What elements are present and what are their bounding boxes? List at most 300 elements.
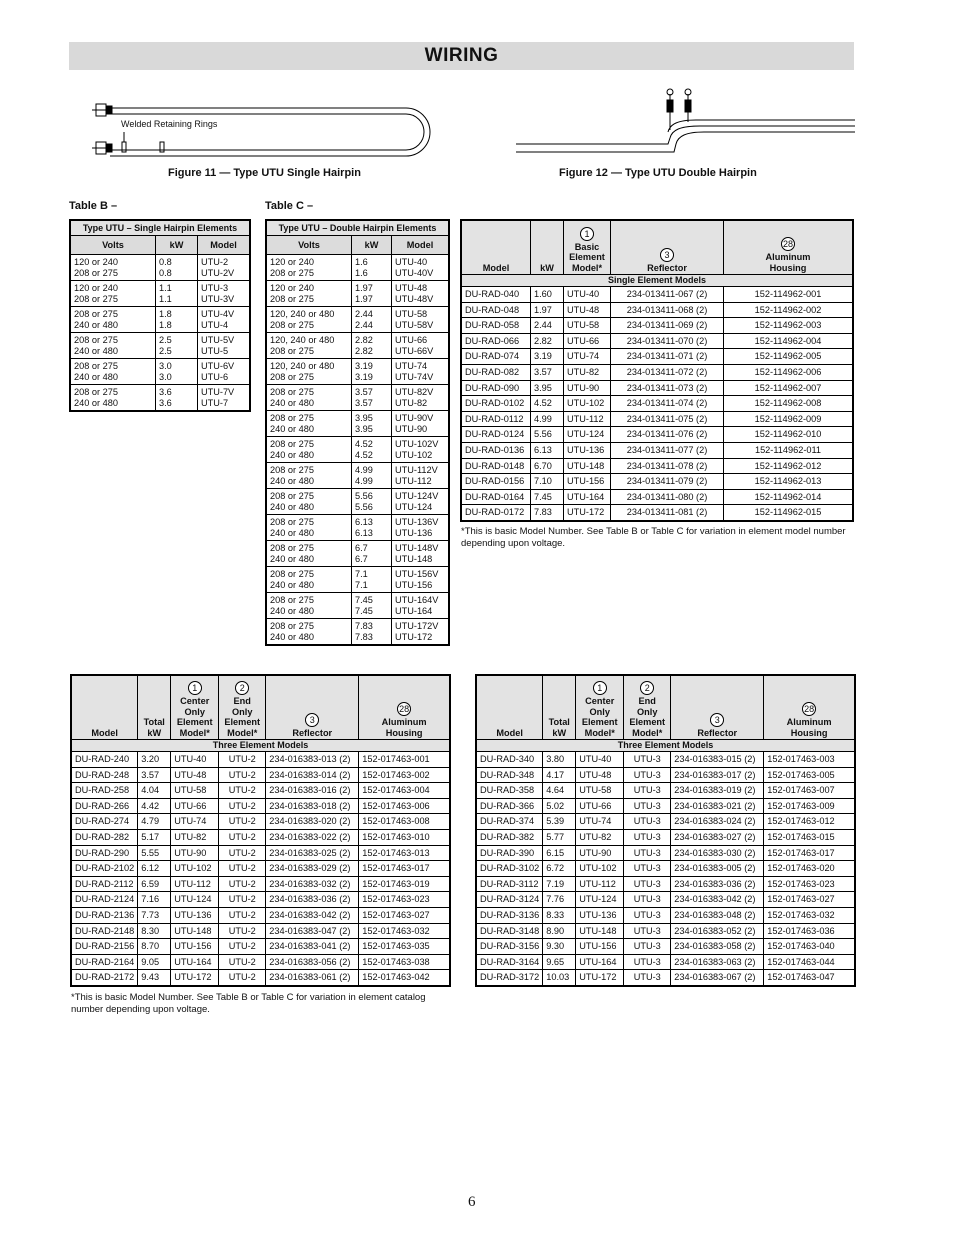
kw-cell: 6.72 bbox=[543, 861, 576, 877]
housing-cell: 152-017463-035 bbox=[359, 939, 450, 955]
kw-cell: 4.64 bbox=[543, 783, 576, 799]
end-element-cell: UTU-3 bbox=[624, 892, 671, 908]
model-cell: DU-RAD-258 bbox=[71, 783, 138, 799]
three-table-note: *This is basic Model Number. See Table B or Table C for variation in element catalog number depending upon voltage. bbox=[71, 992, 426, 1015]
kw-cell: 8.30 bbox=[138, 923, 171, 939]
model-cell: DU-RAD-2172 bbox=[71, 970, 138, 986]
kw-cell: 7.76 bbox=[543, 892, 576, 908]
housing-cell: 152-017463-012 bbox=[764, 814, 855, 830]
element-cell: UTU-58 bbox=[564, 318, 611, 334]
kw-cell bbox=[352, 281, 392, 307]
figure-11-caption: Figure 11 — Type UTU Single Hairpin bbox=[168, 167, 361, 179]
model-cell: DU-RAD-0172 bbox=[461, 505, 531, 521]
single-header-housing-line1: Aluminum bbox=[765, 252, 811, 262]
model-value: UTU-74 bbox=[395, 361, 428, 371]
single-header-reflector-label: Reflector bbox=[647, 262, 687, 273]
end-element-cell: UTU-3 bbox=[624, 907, 671, 923]
end-element-cell: UTU-2 bbox=[219, 970, 266, 986]
center-element-cell: UTU-74 bbox=[576, 814, 624, 830]
center-element-cell: UTU-82 bbox=[576, 829, 624, 845]
table-row bbox=[476, 861, 855, 877]
kw-cell bbox=[352, 255, 392, 281]
center-element-cell: UTU-90 bbox=[171, 845, 219, 861]
table-row bbox=[461, 333, 853, 349]
three-left-header-end-l2: Only bbox=[232, 706, 253, 717]
model-cell: DU-RAD-3112 bbox=[476, 876, 543, 892]
center-element-cell: UTU-164 bbox=[576, 954, 624, 970]
kw-cell: 7.10 bbox=[531, 474, 564, 490]
end-element-cell: UTU-2 bbox=[219, 892, 266, 908]
model-cell: DU-RAD-0164 bbox=[461, 489, 531, 505]
single-header-basic-line3: Model* bbox=[571, 262, 603, 273]
table-b-header-kw: kW bbox=[156, 236, 198, 255]
reflector-cell: 234-016383-022 (2) bbox=[266, 829, 359, 845]
volts-value: 208 or 275 bbox=[270, 293, 314, 304]
kw-value: 6.7 bbox=[355, 553, 368, 564]
three-left-section-label: Three Element Models bbox=[71, 740, 450, 752]
volts-value: 120 or 240 bbox=[270, 257, 314, 267]
housing-cell: 152-114962-010 bbox=[724, 427, 854, 443]
three-right-header-end-l1: End bbox=[638, 696, 656, 706]
reflector-cell: 234-016383-047 (2) bbox=[266, 923, 359, 939]
model-cell: DU-RAD-3164 bbox=[476, 954, 543, 970]
kw-value: 1.97 bbox=[355, 293, 373, 304]
model-value: UTU-164V bbox=[395, 595, 439, 605]
volts-value: 208 or 275 bbox=[74, 387, 118, 397]
kw-value: 1.6 bbox=[355, 267, 368, 278]
model-cell: DU-RAD-340 bbox=[476, 752, 543, 768]
model-cell bbox=[198, 281, 251, 307]
table-row bbox=[266, 437, 449, 463]
housing-cell: 152-017463-015 bbox=[764, 829, 855, 845]
kw-cell bbox=[352, 385, 392, 411]
table-row bbox=[70, 385, 250, 412]
model-cell: DU-RAD-374 bbox=[476, 814, 543, 830]
three-left-header-model: Model bbox=[71, 675, 138, 740]
kw-cell: 3.20 bbox=[138, 752, 171, 768]
volts-value: 208 or 275 bbox=[270, 491, 314, 501]
kw-value: 2.82 bbox=[355, 335, 373, 345]
kw-cell: 9.43 bbox=[138, 970, 171, 986]
reflector-cell: 234-016383-030 (2) bbox=[671, 845, 764, 861]
table-row bbox=[476, 892, 855, 908]
model-value: UTU-4 bbox=[201, 319, 229, 330]
center-element-cell: UTU-102 bbox=[171, 861, 219, 877]
table-row bbox=[70, 307, 250, 333]
model-cell: DU-RAD-040 bbox=[461, 287, 531, 303]
kw-cell: 3.57 bbox=[138, 767, 171, 783]
reflector-cell: 234-016383-048 (2) bbox=[671, 907, 764, 923]
reflector-cell: 234-016383-025 (2) bbox=[266, 845, 359, 861]
table-row bbox=[266, 307, 449, 333]
model-cell: DU-RAD-058 bbox=[461, 318, 531, 334]
model-cell: DU-RAD-282 bbox=[71, 829, 138, 845]
model-value: UTU-102V bbox=[395, 439, 439, 449]
three-right-header-kw-line1: Total bbox=[548, 717, 570, 727]
reflector-cell: 234-016383-018 (2) bbox=[266, 798, 359, 814]
kw-cell bbox=[352, 437, 392, 463]
volts-cell bbox=[266, 359, 352, 385]
table-row bbox=[71, 752, 450, 768]
kw-value: 4.52 bbox=[355, 449, 373, 460]
table-row bbox=[71, 861, 450, 877]
table-row bbox=[71, 767, 450, 783]
table-row bbox=[266, 541, 449, 567]
table-row bbox=[476, 923, 855, 939]
volts-cell bbox=[70, 359, 156, 385]
reflector-cell: 234-016383-036 (2) bbox=[671, 876, 764, 892]
end-element-cell: UTU-3 bbox=[624, 783, 671, 799]
table-row bbox=[476, 752, 855, 768]
reflector-cell: 234-016383-056 (2) bbox=[266, 954, 359, 970]
kw-value: 3.95 bbox=[355, 413, 373, 423]
three-right-header-center-l3: Element bbox=[581, 717, 618, 727]
model-value: UTU-148 bbox=[395, 553, 433, 564]
model-cell: DU-RAD-048 bbox=[461, 302, 531, 318]
kw-value: 3.19 bbox=[355, 371, 373, 382]
housing-cell: 152-017463-004 bbox=[359, 783, 450, 799]
center-element-cell: UTU-148 bbox=[576, 923, 624, 939]
model-value: UTU-5 bbox=[201, 345, 229, 356]
end-element-cell: UTU-2 bbox=[219, 814, 266, 830]
volts-cell bbox=[70, 307, 156, 333]
center-element-cell: UTU-164 bbox=[171, 954, 219, 970]
kw-cell: 8.33 bbox=[543, 907, 576, 923]
model-cell: DU-RAD-0156 bbox=[461, 474, 531, 490]
model-cell bbox=[392, 619, 450, 646]
three-right-header-center bbox=[576, 675, 624, 740]
end-element-cell: UTU-3 bbox=[624, 752, 671, 768]
kw-value: 2.44 bbox=[355, 309, 373, 319]
volts-cell bbox=[266, 515, 352, 541]
reflector-cell: 234-016383-016 (2) bbox=[266, 783, 359, 799]
volts-value: 208 or 275 bbox=[270, 387, 314, 397]
three-right-header-model: Model bbox=[476, 675, 543, 740]
element-cell: UTU-40 bbox=[564, 287, 611, 303]
volts-value: 240 or 480 bbox=[270, 605, 314, 616]
model-cell: DU-RAD-366 bbox=[476, 798, 543, 814]
three-element-table-right bbox=[475, 674, 856, 987]
table-row bbox=[71, 954, 450, 970]
three-right-header-center-l2: Only bbox=[589, 706, 610, 717]
single-header-basic-line1: Basic bbox=[574, 241, 600, 252]
reflector-cell: 234-013411-078 (2) bbox=[611, 458, 724, 474]
table-row bbox=[476, 954, 855, 970]
volts-cell bbox=[70, 333, 156, 359]
volts-cell bbox=[70, 255, 156, 281]
table-c-title: Type UTU – Double Hairpin Elements bbox=[266, 220, 449, 236]
kw-value: 1.8 bbox=[159, 319, 172, 330]
kw-value: 1.1 bbox=[159, 293, 172, 304]
kw-value: 4.99 bbox=[355, 465, 373, 475]
model-value: UTU-6 bbox=[201, 371, 229, 382]
reflector-cell: 234-016383-014 (2) bbox=[266, 767, 359, 783]
three-left-header-kw-line1: Total bbox=[143, 717, 165, 727]
center-element-cell: UTU-82 bbox=[171, 829, 219, 845]
model-cell: DU-RAD-2148 bbox=[71, 923, 138, 939]
model-value: UTU-74V bbox=[395, 371, 434, 382]
center-element-cell: UTU-58 bbox=[576, 783, 624, 799]
model-cell: DU-RAD-266 bbox=[71, 798, 138, 814]
reflector-cell: 234-016383-027 (2) bbox=[671, 829, 764, 845]
volts-cell bbox=[266, 333, 352, 359]
housing-cell: 152-017463-008 bbox=[359, 814, 450, 830]
table-row bbox=[266, 489, 449, 515]
model-value: UTU-124 bbox=[395, 501, 433, 512]
end-element-cell: UTU-2 bbox=[219, 767, 266, 783]
center-element-cell: UTU-102 bbox=[576, 861, 624, 877]
kw-cell bbox=[156, 255, 198, 281]
center-element-cell: UTU-124 bbox=[576, 892, 624, 908]
model-cell: DU-RAD-3148 bbox=[476, 923, 543, 939]
model-cell: DU-RAD-082 bbox=[461, 364, 531, 380]
reflector-cell: 234-013411-081 (2) bbox=[611, 505, 724, 521]
volts-value: 208 or 275 bbox=[74, 335, 118, 345]
reflector-cell: 234-013411-072 (2) bbox=[611, 364, 724, 380]
model-cell: DU-RAD-0102 bbox=[461, 396, 531, 412]
center-element-cell: UTU-112 bbox=[576, 876, 624, 892]
housing-cell: 152-114962-011 bbox=[724, 442, 854, 458]
kw-value: 3.6 bbox=[159, 397, 172, 408]
center-element-cell: UTU-172 bbox=[171, 970, 219, 986]
three-left-header-housing-l2: Housing bbox=[385, 727, 423, 738]
table-c-header-volts: Volts bbox=[266, 236, 352, 255]
center-element-cell: UTU-48 bbox=[576, 767, 624, 783]
element-cell: UTU-156 bbox=[564, 474, 611, 490]
figure-12-double-hairpin-drawing bbox=[510, 86, 855, 154]
kw-cell: 5.77 bbox=[543, 829, 576, 845]
volts-cell bbox=[266, 411, 352, 437]
kw-cell: 7.19 bbox=[543, 876, 576, 892]
kw-value: 7.1 bbox=[355, 569, 368, 579]
callout-3: 3 bbox=[660, 248, 674, 262]
volts-value: 208 or 275 bbox=[270, 371, 314, 382]
table-row bbox=[476, 767, 855, 783]
volts-value: 240 or 480 bbox=[270, 475, 314, 486]
housing-cell: 152-114962-009 bbox=[724, 411, 854, 427]
three-left-header-center bbox=[171, 675, 219, 740]
volts-value: 208 or 275 bbox=[74, 267, 118, 278]
kw-value: 4.99 bbox=[355, 475, 373, 486]
kw-value: 3.95 bbox=[355, 423, 373, 434]
three-right-section-label: Three Element Models bbox=[476, 740, 855, 752]
kw-cell: 5.39 bbox=[543, 814, 576, 830]
center-element-cell: UTU-136 bbox=[171, 907, 219, 923]
three-right-header-kw bbox=[543, 675, 576, 740]
volts-value: 208 or 275 bbox=[74, 361, 118, 371]
model-value: UTU-58V bbox=[395, 319, 434, 330]
reflector-cell: 234-016383-067 (2) bbox=[671, 970, 764, 986]
kw-cell: 5.02 bbox=[543, 798, 576, 814]
center-element-cell: UTU-48 bbox=[171, 767, 219, 783]
table-row bbox=[266, 359, 449, 385]
model-cell: DU-RAD-248 bbox=[71, 767, 138, 783]
housing-cell: 152-017463-003 bbox=[764, 752, 855, 768]
callout-28: 28 bbox=[399, 704, 410, 714]
housing-cell: 152-017463-042 bbox=[359, 970, 450, 986]
table-row bbox=[266, 385, 449, 411]
volts-value: 240 or 480 bbox=[74, 345, 118, 356]
table-c-header-kw: kW bbox=[352, 236, 392, 255]
three-right-header-end bbox=[624, 675, 671, 740]
end-element-cell: UTU-2 bbox=[219, 783, 266, 799]
reflector-cell: 234-016383-005 (2) bbox=[671, 861, 764, 877]
model-cell: DU-RAD-3102 bbox=[476, 861, 543, 877]
element-cell: UTU-102 bbox=[564, 396, 611, 412]
center-element-cell: UTU-172 bbox=[576, 970, 624, 986]
table-row bbox=[461, 380, 853, 396]
table-row bbox=[476, 798, 855, 814]
model-value: UTU-2 bbox=[201, 257, 229, 267]
model-cell bbox=[392, 541, 450, 567]
housing-cell: 152-017463-032 bbox=[764, 907, 855, 923]
table-row bbox=[266, 333, 449, 359]
kw-cell bbox=[156, 385, 198, 412]
housing-cell: 152-017463-023 bbox=[359, 892, 450, 908]
center-element-cell: UTU-66 bbox=[576, 798, 624, 814]
housing-cell: 152-017463-017 bbox=[359, 861, 450, 877]
model-cell: DU-RAD-0136 bbox=[461, 442, 531, 458]
housing-cell: 152-017463-044 bbox=[764, 954, 855, 970]
single-header-reflector bbox=[611, 220, 724, 275]
housing-cell: 152-017463-020 bbox=[764, 861, 855, 877]
volts-cell bbox=[266, 593, 352, 619]
kw-value: 3.19 bbox=[355, 361, 373, 371]
table-row bbox=[476, 939, 855, 955]
volts-cell bbox=[70, 385, 156, 412]
model-cell: DU-RAD-358 bbox=[476, 783, 543, 799]
callout-3: 3 bbox=[305, 713, 319, 727]
table-row bbox=[70, 359, 250, 385]
callout-1: 1 bbox=[593, 681, 607, 695]
kw-value: 7.83 bbox=[355, 631, 373, 642]
element-cell: UTU-82 bbox=[564, 364, 611, 380]
end-element-cell: UTU-2 bbox=[219, 907, 266, 923]
model-cell bbox=[198, 385, 251, 412]
table-row bbox=[266, 411, 449, 437]
housing-cell: 152-114962-014 bbox=[724, 489, 854, 505]
kw-cell: 7.16 bbox=[138, 892, 171, 908]
kw-value: 3.0 bbox=[159, 361, 172, 371]
model-value: UTU-156V bbox=[395, 569, 439, 579]
model-value: UTU-66V bbox=[395, 345, 434, 356]
center-element-cell: UTU-90 bbox=[576, 845, 624, 861]
housing-cell: 152-114962-005 bbox=[724, 349, 854, 365]
table-row bbox=[476, 970, 855, 986]
volts-value: 208 or 275 bbox=[270, 413, 314, 423]
housing-cell: 152-017463-027 bbox=[359, 907, 450, 923]
model-cell bbox=[392, 489, 450, 515]
model-cell: DU-RAD-2156 bbox=[71, 939, 138, 955]
reflector-cell: 234-016383-042 (2) bbox=[671, 892, 764, 908]
kw-cell bbox=[352, 359, 392, 385]
kw-value: 6.7 bbox=[355, 543, 368, 553]
kw-cell: 4.52 bbox=[531, 396, 564, 412]
kw-cell: 6.59 bbox=[138, 876, 171, 892]
housing-cell: 152-017463-032 bbox=[359, 923, 450, 939]
end-element-cell: UTU-2 bbox=[219, 923, 266, 939]
kw-value: 3.57 bbox=[355, 397, 373, 408]
reflector-cell: 234-013411-079 (2) bbox=[611, 474, 724, 490]
element-cell: UTU-172 bbox=[564, 505, 611, 521]
table-row bbox=[266, 255, 449, 281]
three-right-header-housing-l2: Housing bbox=[790, 727, 828, 738]
end-element-cell: UTU-3 bbox=[624, 954, 671, 970]
kw-cell: 9.65 bbox=[543, 954, 576, 970]
kw-cell: 4.42 bbox=[138, 798, 171, 814]
table-row bbox=[461, 442, 853, 458]
model-value: UTU-148V bbox=[395, 543, 439, 553]
three-left-header-center-l3: Element bbox=[176, 717, 213, 727]
kw-value: 2.44 bbox=[355, 319, 373, 330]
kw-cell: 5.17 bbox=[138, 829, 171, 845]
reflector-cell: 234-013411-069 (2) bbox=[611, 318, 724, 334]
table-b-label: Table B – bbox=[69, 200, 118, 212]
kw-value: 0.8 bbox=[159, 267, 172, 278]
kw-cell: 10.03 bbox=[543, 970, 576, 986]
housing-cell: 152-114962-008 bbox=[724, 396, 854, 412]
volts-value: 240 or 480 bbox=[270, 423, 314, 434]
reflector-cell: 234-013411-074 (2) bbox=[611, 396, 724, 412]
kw-cell bbox=[156, 333, 198, 359]
reflector-cell: 234-016383-058 (2) bbox=[671, 939, 764, 955]
end-element-cell: UTU-3 bbox=[624, 798, 671, 814]
model-cell: DU-RAD-3124 bbox=[476, 892, 543, 908]
housing-cell: 152-114962-007 bbox=[724, 380, 854, 396]
table-row bbox=[461, 458, 853, 474]
kw-cell bbox=[352, 463, 392, 489]
center-element-cell: UTU-74 bbox=[171, 814, 219, 830]
housing-cell: 152-114962-015 bbox=[724, 505, 854, 521]
model-cell bbox=[198, 333, 251, 359]
three-left-header-kw-line2: kW bbox=[147, 727, 162, 738]
model-cell: DU-RAD-3172 bbox=[476, 970, 543, 986]
section-title: WIRING bbox=[424, 45, 499, 66]
housing-cell: 152-017463-006 bbox=[359, 798, 450, 814]
model-cell: DU-RAD-348 bbox=[476, 767, 543, 783]
model-cell bbox=[392, 359, 450, 385]
table-row bbox=[476, 829, 855, 845]
kw-value: 7.1 bbox=[355, 579, 368, 590]
kw-cell: 7.83 bbox=[531, 505, 564, 521]
kw-cell bbox=[156, 359, 198, 385]
end-element-cell: UTU-2 bbox=[219, 798, 266, 814]
volts-cell bbox=[266, 541, 352, 567]
reflector-cell: 234-016383-052 (2) bbox=[671, 923, 764, 939]
model-value: UTU-124V bbox=[395, 491, 439, 501]
model-value: UTU-2V bbox=[201, 267, 235, 278]
kw-cell: 5.55 bbox=[138, 845, 171, 861]
model-cell bbox=[392, 463, 450, 489]
model-cell bbox=[392, 255, 450, 281]
end-element-cell: UTU-2 bbox=[219, 954, 266, 970]
reflector-cell: 234-013411-077 (2) bbox=[611, 442, 724, 458]
kw-cell bbox=[352, 593, 392, 619]
model-cell: DU-RAD-2112 bbox=[71, 876, 138, 892]
volts-value: 240 or 480 bbox=[270, 579, 314, 590]
model-cell: DU-RAD-0124 bbox=[461, 427, 531, 443]
table-row bbox=[461, 349, 853, 365]
callout-28: 28 bbox=[804, 704, 815, 714]
three-right-header-center-l1: Center bbox=[585, 696, 615, 706]
volts-value: 208 or 275 bbox=[270, 345, 314, 356]
volts-value: 208 or 275 bbox=[270, 465, 314, 475]
element-cell: UTU-124 bbox=[564, 427, 611, 443]
volts-cell bbox=[70, 281, 156, 307]
table-row bbox=[461, 411, 853, 427]
model-value: UTU-82 bbox=[395, 397, 428, 408]
kw-cell bbox=[156, 281, 198, 307]
